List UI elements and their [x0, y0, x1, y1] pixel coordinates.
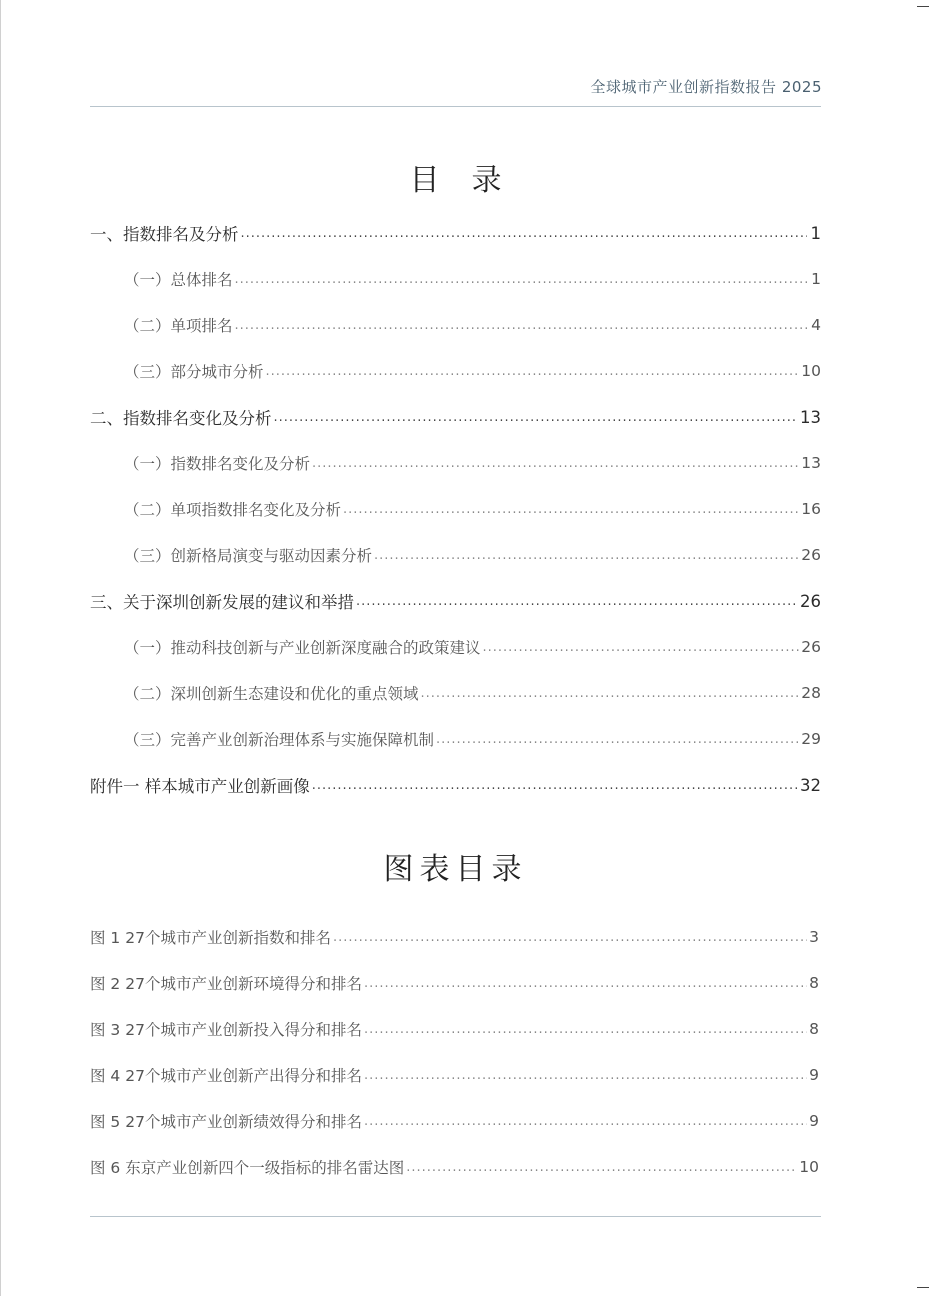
dot-leader: [364, 1069, 807, 1085]
figure-list: [90, 914, 821, 1190]
dot-leader: [235, 273, 807, 289]
figure-entry-label: 图 2 27个城市产业创新环境得分和排名: [90, 975, 362, 993]
toc-entry[interactable]: [90, 302, 821, 348]
toc-entry-label: （三）完善产业创新治理体系与实施保障机制: [124, 731, 435, 749]
dot-leader: [364, 1023, 807, 1039]
dot-leader: [356, 595, 798, 612]
dot-leader: [364, 1115, 807, 1131]
dot-leader: [333, 931, 807, 947]
toc-entry-page: 28: [801, 684, 821, 702]
toc-entry[interactable]: [90, 348, 821, 394]
crop-mark-top-right: [917, 6, 929, 7]
toc-entry-page: 16: [801, 500, 821, 518]
toc-entry-page: 10: [801, 362, 821, 380]
toc-entry[interactable]: [90, 256, 821, 302]
toc-entry-page: 1: [811, 270, 821, 288]
toc-entry[interactable]: [90, 670, 821, 716]
toc-entry[interactable]: [90, 440, 821, 486]
header-rule: [90, 106, 821, 107]
toc-entry-page: 32: [800, 775, 821, 795]
toc-entry[interactable]: [90, 210, 821, 256]
figure-entry[interactable]: [90, 1052, 821, 1098]
running-header: 全球城市产业创新指数报告 2025: [590, 78, 822, 96]
dot-leader: [312, 779, 798, 796]
toc-entry-page: 13: [800, 407, 821, 427]
figure-entry-page: 8: [809, 1020, 819, 1038]
figure-entry-page: 9: [809, 1066, 819, 1084]
toc-entry-label: （二）深圳创新生态建设和优化的重点领域: [124, 685, 419, 703]
toc-entry-page: 26: [800, 591, 821, 611]
toc-entry[interactable]: [90, 394, 821, 440]
figure-entry-label: 图 1 27个城市产业创新指数和排名: [90, 929, 331, 947]
figure-entry[interactable]: [90, 1144, 821, 1190]
toc-entry-page: 1: [810, 223, 821, 243]
toc-entry-label: （三）部分城市分析: [124, 363, 264, 381]
dot-leader: [235, 319, 807, 335]
toc-entry-label: （一）指数排名变化及分析: [124, 455, 311, 473]
figure-entry-page: 9: [809, 1112, 819, 1130]
figure-entry-page: 8: [809, 974, 819, 992]
figure-entry[interactable]: [90, 960, 821, 1006]
toc-entry-page: 26: [801, 638, 821, 656]
toc-entry-page: 29: [801, 730, 821, 748]
toc-entry-label: 三、关于深圳创新发展的建议和举措: [90, 593, 354, 612]
dot-leader: [274, 411, 799, 428]
dot-leader: [436, 733, 799, 749]
toc-entry-label: （三）创新格局演变与驱动因素分析: [124, 547, 373, 565]
toc-list: [90, 210, 821, 808]
toc-title: 目录: [409, 163, 534, 198]
toc-entry-label: 二、指数排名变化及分析: [90, 409, 272, 428]
toc-entry[interactable]: [90, 716, 821, 762]
toc-entry-label: 附件一 样本城市产业创新画像: [90, 777, 310, 796]
figure-entry[interactable]: [90, 914, 821, 960]
toc-entry[interactable]: [90, 486, 821, 532]
dot-leader: [312, 457, 799, 473]
figure-entry-page: 3: [809, 928, 819, 946]
dot-leader: [406, 1161, 797, 1177]
toc-entry-page: 26: [801, 546, 821, 564]
dot-leader: [364, 977, 807, 993]
figure-entry-label: 图 3 27个城市产业创新投入得分和排名: [90, 1021, 362, 1039]
dot-leader: [266, 365, 800, 381]
dot-leader: [241, 227, 808, 244]
dot-leader: [343, 503, 799, 519]
toc-entry-page: 13: [801, 454, 821, 472]
toc-entry-page: 4: [811, 316, 821, 334]
toc-entry[interactable]: [90, 624, 821, 670]
toc-entry[interactable]: [90, 532, 821, 578]
toc-entry-label: （二）单项排名: [124, 317, 233, 335]
figure-entry-label: 图 5 27个城市产业创新绩效得分和排名: [90, 1113, 362, 1131]
dot-leader: [374, 549, 799, 565]
dot-leader: [421, 687, 800, 703]
toc-entry-label: （一）总体排名: [124, 271, 233, 289]
footer-rule: [90, 1216, 821, 1217]
figure-entry-label: 图 6 东京产业创新四个一级指标的排名雷达图: [90, 1159, 405, 1177]
figure-entry-page: 10: [799, 1158, 819, 1176]
figure-entry[interactable]: [90, 1098, 821, 1144]
figures-title: 图表目录: [383, 852, 528, 887]
toc-entry-label: （一）推动科技创新与产业创新深度融合的政策建议: [124, 639, 481, 657]
figure-entry-label: 图 4 27个城市产业创新产出得分和排名: [90, 1067, 362, 1085]
toc-entry[interactable]: [90, 578, 821, 624]
dot-leader: [483, 641, 800, 657]
toc-entry-label: 一、指数排名及分析: [90, 225, 239, 244]
figure-entry[interactable]: [90, 1006, 821, 1052]
toc-entry-label: （二）单项指数排名变化及分析: [124, 501, 342, 519]
crop-mark-bottom-right: [917, 1287, 929, 1288]
toc-entry[interactable]: [90, 762, 821, 808]
